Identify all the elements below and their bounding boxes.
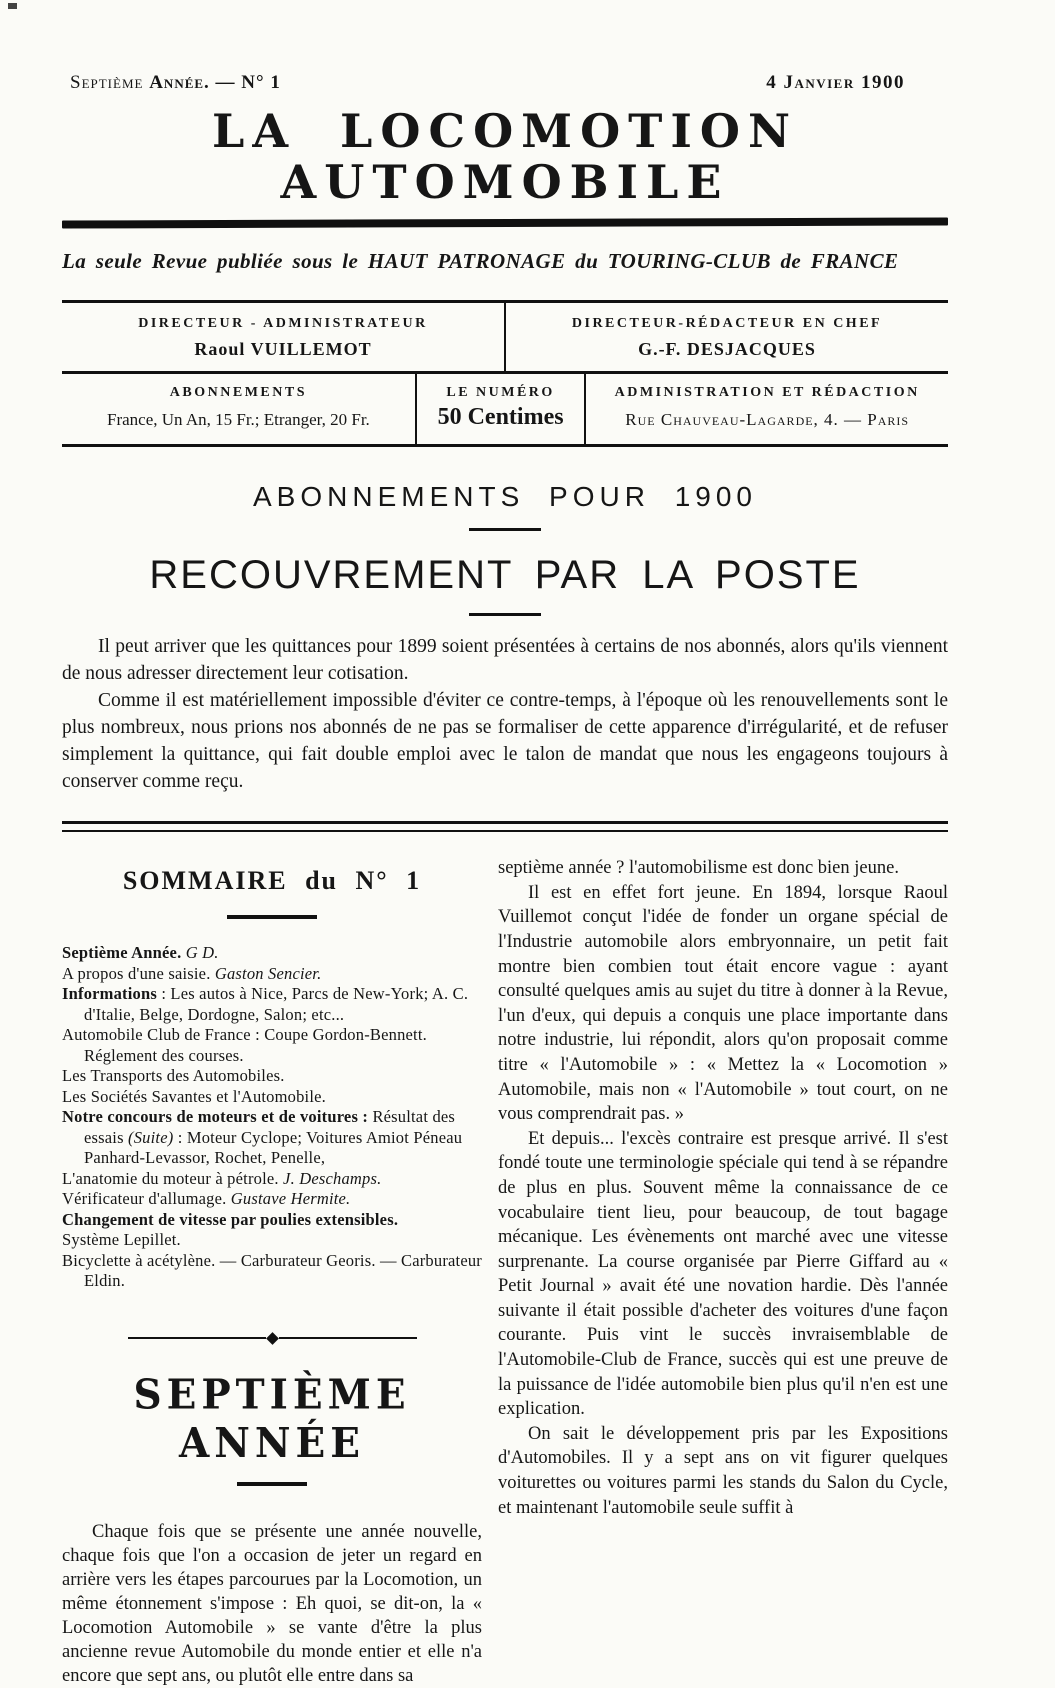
administration-address: Rue Chauveau-Lagarde, 4. — Paris xyxy=(625,410,910,430)
right-column xyxy=(498,850,948,1688)
sommaire-item xyxy=(62,943,482,964)
sommaire-item-text: Les Sociétés Savantes et l'Automobile. xyxy=(62,1086,326,1106)
patronage-subtitle: La seule Revue publiée sous le HAUT PATRONAGE du TOURING-CLUB de FRANCE xyxy=(62,249,899,274)
sommaire-item-text: A propos d'une saisie. xyxy=(62,963,215,983)
section-divider xyxy=(62,821,948,832)
article-paragraph: On sait le développement pris par les Expositions d'Automobiles. Il y a sept ans on vit figurer quelques voiturettes ou voitures parmi les stands du Salon du Cycle, et maintenant l'automobile seule suffit à xyxy=(498,1423,948,1518)
sommaire-item-text: Les Transports des Automobiles. xyxy=(62,1066,285,1086)
sommaire-rule xyxy=(227,915,317,919)
price-label: LE NUMÉRO xyxy=(446,385,555,401)
scan-artifact xyxy=(8,3,17,9)
director-admin-cell xyxy=(62,303,506,371)
sommaire-item-text: Informations xyxy=(62,984,157,1004)
administration-cell xyxy=(586,374,948,444)
newspaper-page xyxy=(62,0,948,1688)
director-admin-label: DIRECTEUR - ADMINISTRATEUR xyxy=(138,316,428,332)
ornament-line xyxy=(279,1337,417,1339)
ornament-line xyxy=(128,1337,266,1339)
issue-year-label: Septième xyxy=(70,72,150,93)
sommaire-item-text: Gustave Hermite. xyxy=(230,1189,351,1209)
article-paragraph: septième année ? l'automobilisme est donc bien jeune. xyxy=(498,858,899,879)
sommaire-item xyxy=(62,1169,482,1190)
masthead-info-row xyxy=(62,374,948,444)
article-paragraph: Il est en effet fort jeune. En 1894, lorsque Raoul Vuillemot conçut l'idée de fonder un organe spécial de l'Industrie automobile alors embryonnaire, un petit fait montre bien combien tout était encore vague : ayant consulté quelques amis au sujet du titre à donner à la Revue, l'un d'eux, qui depuis a conquis une place importante dans notre industrie, lui répondit, alors qu'on proposait comme titre « l'Automobile » : « Mettez la « Locomotion » Automobile, mais non « l'Automobile » tout court, on ne vous comprendrait pas. » xyxy=(498,882,948,1125)
sommaire-item-text: Gaston Sencier. xyxy=(214,963,322,983)
two-column-section xyxy=(62,850,948,1688)
editor-label: DIRECTEUR-RÉDACTEUR EN CHEF xyxy=(571,316,883,332)
issue-number xyxy=(70,72,281,94)
sommaire-item xyxy=(62,1251,482,1292)
sommaire-item-text: Changement de vitesse par poulies extensibles. xyxy=(62,1209,399,1229)
sommaire-title: SOMMAIRE du N° 1 xyxy=(122,866,422,896)
sommaire-list xyxy=(62,943,482,1292)
sommaire-item-text: : Les autos à Nice, Parcs de New-York; A. C. d'Italie, Belge, Dordogne, Salon; etc... xyxy=(84,984,469,1024)
director-admin-name: Raoul VUILLEMOT xyxy=(194,339,372,360)
article-title-rule xyxy=(237,1482,307,1486)
article-title: SEPTIÈME ANNÉE xyxy=(133,1369,411,1468)
notice-paragraph: Il peut arriver que les quittances pour 1899 soient présentées à certains de nos abonnés, alors qu'ils viennent de nous adresser directement leur cotisation. xyxy=(62,636,948,685)
issue-date: 4 Janvier 1900 xyxy=(766,72,905,93)
sommaire-item-text: Notre concours de moteurs et de voitures : xyxy=(62,1107,373,1127)
sommaire-item-text: Résultat des essais xyxy=(84,1107,456,1147)
sommaire-item-text: Bicyclette à acétylène. — Carburateur Georis. — Carburateur Eldin. xyxy=(62,1250,482,1291)
sommaire-item-text: Septième Année. xyxy=(62,943,186,963)
administration-label: ADMINISTRATION ET RÉDACTION xyxy=(614,385,920,401)
sommaire-item xyxy=(62,1066,482,1087)
sommaire-item xyxy=(62,984,482,1025)
issue-header xyxy=(62,72,948,94)
price-value: 50 Centimes xyxy=(437,404,564,431)
postal-collection-heading: RECOUVREMENT PAR LA POSTE xyxy=(149,553,861,598)
masthead-table xyxy=(62,300,948,447)
sommaire-item-text: G D. xyxy=(185,943,219,963)
sommaire-item xyxy=(62,964,482,985)
article-paragraph: Chaque fois que se présente une année nouvelle, chaque fois que l'on a occasion de jeter un regard en arrière vers les étapes parcourues par la Locomotion, un même étonnement s'impose : Eh quoi, se dit-on, la « Locomotion Automobile » se vante d'être la plus ancienne revue Automobile du monde entier et elle n'a encore que sept ans, ou plutôt elle entre dans sa xyxy=(62,1521,482,1686)
sommaire-item xyxy=(62,1087,482,1108)
subscriptions-1900-heading: ABONNEMENTS POUR 1900 xyxy=(253,481,757,513)
sommaire-item-text: L'anatomie du moteur à pétrole. xyxy=(62,1168,284,1188)
sommaire-item xyxy=(62,1189,482,1210)
subscriptions-label: ABONNEMENTS xyxy=(169,385,307,401)
sommaire-item xyxy=(62,1025,482,1066)
price-cell xyxy=(417,374,587,444)
heading-rule xyxy=(469,528,541,531)
editor-name: G.-F. DESJACQUES xyxy=(638,339,816,360)
ornament-divider xyxy=(62,1334,482,1343)
left-column xyxy=(62,850,482,1688)
sommaire-item xyxy=(62,1107,482,1169)
sommaire-item-text: Automobile Club de France : Coupe Gordon-Bennett. Réglement des courses. xyxy=(62,1025,427,1065)
notice-body xyxy=(62,633,948,795)
sommaire-item xyxy=(62,1210,482,1231)
subscriptions-detail: France, Un An, 15 Fr.; Etranger, 20 Fr. xyxy=(107,410,370,430)
sommaire-item-text: Système Lepillet. xyxy=(62,1230,181,1250)
article-paragraph: Et depuis... l'excès contraire est presque arrivé. Il s'est fondé toute une terminologie spéciale qui tend à se répandre de plus en plus. Souvent même la connaissance de ce vocabulaire tient lieu, pour beaucoup, de tout bagage mécanique. Les évènements ont marché avec une vitesse surprenante. La course organisée par Pierre Giffard au « Petit Journal » avait été une novation hardie. Dès l'année suivante il était possible d'acheter des voitures d'une façon courante. Puis vint le succès invraisemblable de l'Automobile-Club de France, succès qui est une preuve de la puissance de l'idée automobile bien plus qu'il n'en est une explication. xyxy=(498,1128,948,1420)
notice-paragraph: Comme il est matériellement impossible d'éviter ce contre-temps, à l'époque où les renouvellements sont le plus nombreux, nous prions nos abonnés de ne pas se formaliser de cette apparence d'irrégularité, et de refuser simplement la quittance, qui fait double emploi avec le talon de mandat que nous les engageons toujours à conserver comme reçu. xyxy=(62,690,948,793)
diamond-ornament-icon xyxy=(266,1332,279,1345)
subscriptions-cell xyxy=(62,374,417,444)
sommaire-item-text: : Moteur Cyclope; Voitures Amiot Péneau Panhard-Levassor, Rochet, Penelle, xyxy=(84,1127,463,1168)
editor-cell xyxy=(506,303,948,371)
sommaire-item-text: J. Deschamps. xyxy=(283,1168,382,1188)
masthead-directors-row xyxy=(62,303,948,374)
sommaire-item-text: (Suite) xyxy=(128,1127,174,1147)
page-title: LA LOCOMOTION AUTOMOBILE xyxy=(212,104,798,209)
title-rule xyxy=(62,218,948,229)
sommaire-item-text: Vérificateur d'allumage. xyxy=(62,1189,231,1209)
sommaire-item xyxy=(62,1230,482,1251)
issue-no-label: Année. — N° 1 xyxy=(149,72,281,93)
heading-rule xyxy=(469,613,541,616)
